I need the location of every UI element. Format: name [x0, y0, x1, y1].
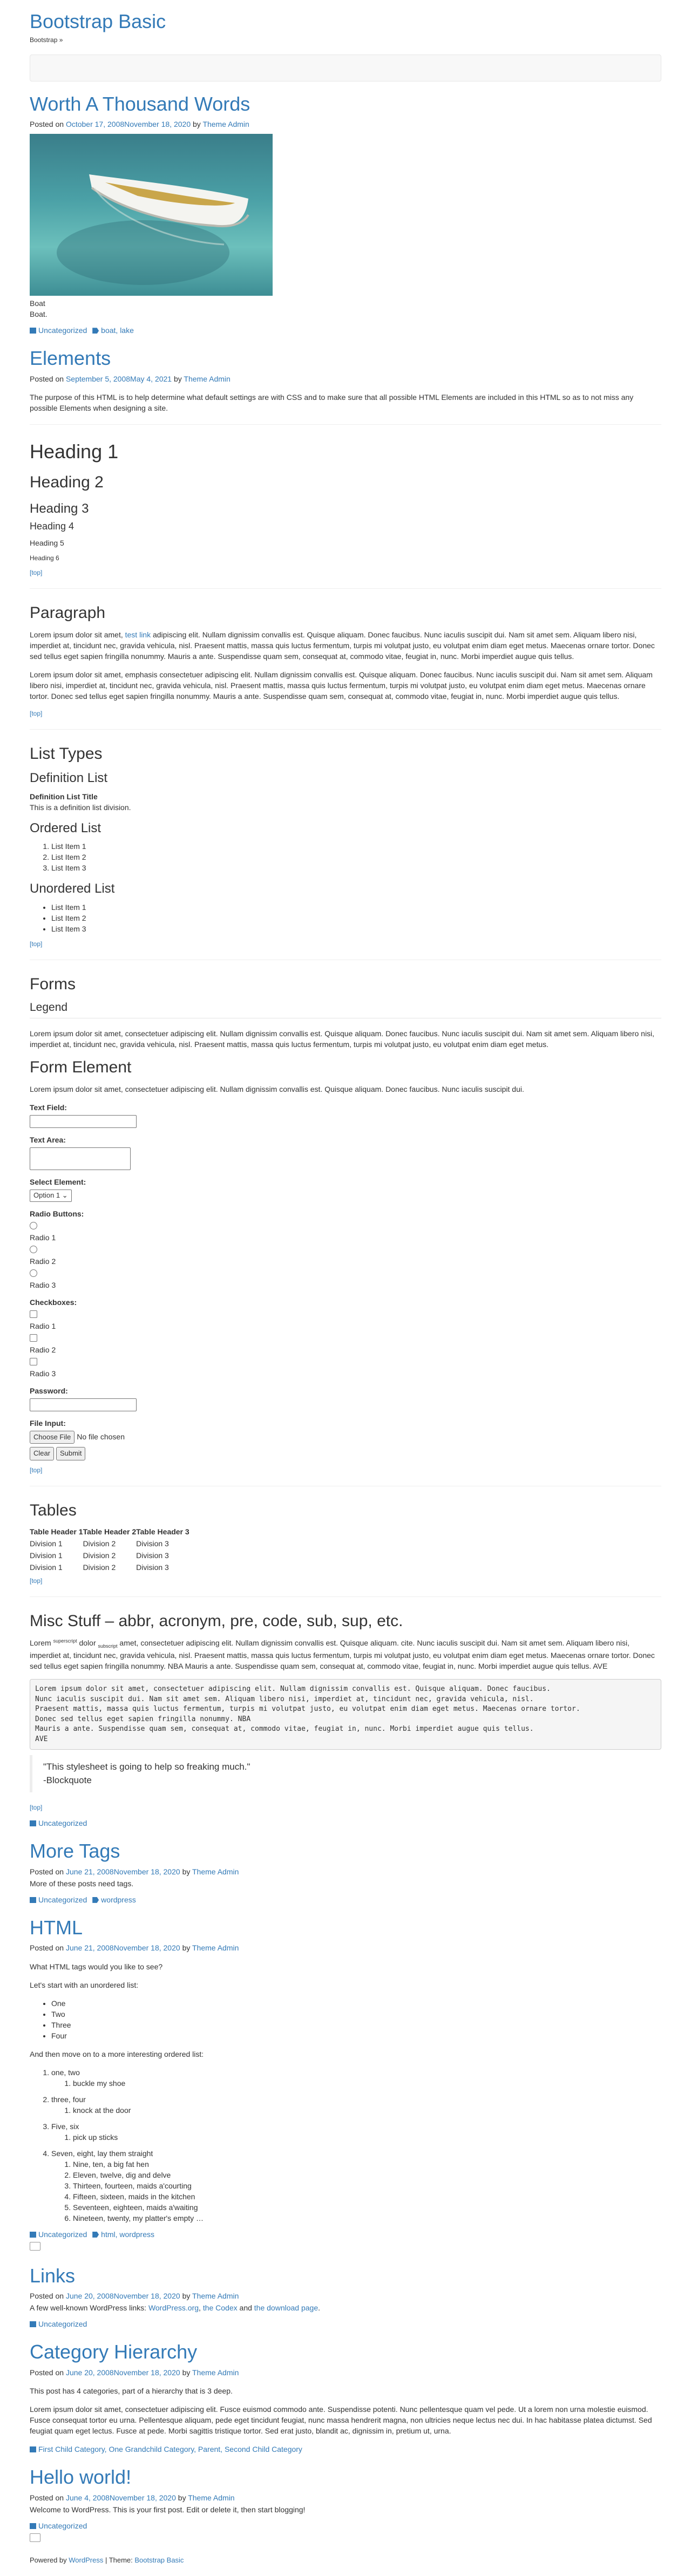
top-link[interactable]: [top] [30, 710, 43, 718]
radio-option: Radio 2 [30, 1245, 661, 1267]
clear-button[interactable]: Clear [30, 1447, 54, 1460]
intro-text: The purpose of this HTML is to help determine what default settings are with CSS and to make sure that all possible HTML Elements are included in this HTML so as to not miss any possible Elements when designing a site. [30, 393, 634, 413]
file-input-label: File Input: [30, 1418, 66, 1428]
tag-icon [92, 1897, 99, 1903]
list-item: 3. Thirteen, fourteen, maids a'courting [73, 2180, 661, 2191]
list-item: 4. Seven, eight, lay them straight 1. Nine, ten, a big fat hen 2. Eleven, twelve, dig and delve 3. Thirteen, fourteen, maids a'courting 4. Fifteen, sixteen, maids in the kitchen 5. Seventeen, eighteen, maids a'waiting 6. Nineteen, twenty, my platter's empty … [51, 2148, 661, 2224]
table-row [30, 1561, 189, 1573]
text-field-input[interactable] [30, 1115, 137, 1128]
post-meta: Posted on June 20, 2008November 18, 2020 by Theme Admin [30, 2368, 239, 2377]
paragraph-2: Lorem ipsum dolor sit amet, emphasis consectetuer adipiscing elit. Nullam dignissim convallis est. Quisque aliquam. Donec faucibus. Nunc iaculis suscipit dui. Nam sit amet sem. Aliquam libero nisi, imperdiet at, tincidunt nec, gravida vehicula, nisl. Praesent mattis, massa quis luctus fermentum, turpis mi volutpat justo, eu volutpat enim diam eget metus. Maecenas ornare tortor. Donec sed tellus eget sapien fringilla nonummy. Mauris a ante. Suspendisse quam sem, consequat at, commodo vitae, feugiat in, nunc. Morbi imperdiet augue quis tellus. [30, 670, 653, 701]
heading-2: Heading 2 [30, 473, 104, 491]
breadcrumb: Bootstrap » [30, 36, 63, 44]
author-link[interactable]: Theme Admin [192, 1867, 239, 1876]
boat-image[interactable] [30, 134, 273, 296]
unordered-list [30, 1998, 661, 2041]
list-item: 6. Nineteen, twenty, my platter's empty … [73, 2213, 661, 2224]
tags-link[interactable]: html, wordpress [101, 2230, 154, 2239]
table-header: Table Header 1 [30, 1527, 83, 1537]
checkbox-option: Radio 2 [30, 1334, 661, 1355]
image-caption: Boat [30, 299, 45, 308]
post-date-link[interactable]: June 4, 2008November 18, 2020 [65, 2493, 176, 2502]
theme-link[interactable]: Bootstrap Basic [134, 2555, 184, 2564]
post-meta: Posted on October 17, 2008November 18, 2020 by Theme Admin [30, 120, 249, 129]
definition-list [30, 791, 661, 813]
definition-title: Definition List Title [30, 792, 98, 801]
table-header: Table Header 2 [83, 1527, 137, 1537]
top-link[interactable]: [top] [30, 1466, 43, 1474]
list-item: 2. List Item 2 [51, 852, 661, 862]
folder-icon [30, 2446, 36, 2452]
table-cell: Division 2 [83, 1551, 116, 1560]
list-item: • Two [51, 2009, 661, 2020]
list-item: • One [51, 1998, 661, 2009]
post-date-link[interactable]: June 21, 2008November 18, 2020 [65, 1867, 180, 1876]
post-footer [30, 2520, 661, 2531]
tables-heading: Tables [30, 1501, 77, 1520]
table-row [30, 1538, 189, 1549]
post-footer [30, 2229, 661, 2240]
top-link[interactable]: [top] [30, 1577, 43, 1585]
password-input[interactable] [30, 1398, 137, 1411]
post-title: Category Hierarchy [30, 2341, 198, 2363]
radio-button[interactable] [30, 1246, 37, 1253]
list-item: 1. one, two 1. buckle my shoe [51, 2067, 661, 2089]
table-cell: Division 3 [136, 1539, 169, 1548]
post-elements [30, 348, 661, 1829]
site-footer: Powered by WordPress | Theme: Bootstrap Basic [30, 2555, 184, 2564]
radio-option: Radio 3 [30, 1269, 661, 1290]
list-item: 2. three, four 1. knock at the door [51, 2094, 661, 2116]
post-meta: Posted on September 5, 2008May 4, 2021 by Theme Admin [30, 375, 231, 383]
text-field-label: Text Field: [30, 1103, 67, 1112]
superscript: superscript [53, 1638, 77, 1644]
password-label: Password: [30, 1386, 68, 1395]
list-item: 5. Seventeen, eighteen, maids a'waiting [73, 2202, 661, 2213]
post-title: More Tags [30, 1840, 120, 1863]
folder-icon [30, 1897, 36, 1903]
table-header-row [30, 1526, 189, 1538]
list-item: 1. pick up sticks [73, 2132, 661, 2143]
divider [30, 1596, 661, 1597]
quote-text: "This stylesheet is going to help so freaking much." [43, 1762, 250, 1772]
checkbox-option: Radio 1 [30, 1310, 661, 1331]
quote-source: -Blockquote [43, 1775, 92, 1785]
list-item: 4. Fifteen, sixteen, maids in the kitchen [73, 2191, 661, 2202]
table-header: Table Header 3 [136, 1527, 189, 1537]
post-title: Worth A Thousand Words [30, 92, 250, 115]
list-item: 1. List Item 1 [51, 841, 661, 852]
post-footer [30, 1818, 661, 1829]
list-item: 3. Five, six 1. pick up sticks [51, 2121, 661, 2143]
file-input: Choose File No file chosen [30, 1431, 661, 1444]
heading-3: Heading 3 [30, 501, 89, 516]
radio-label: Radio Buttons: [30, 1209, 84, 1218]
post-body: Welcome to WordPress. This is your first post. Edit or delete it, then start blogging! [30, 2505, 306, 2514]
category-link[interactable]: Uncategorized [38, 1895, 87, 1904]
author-link[interactable]: Theme Admin [188, 2493, 235, 2502]
text-area-input[interactable] [30, 1147, 131, 1170]
author-link[interactable]: Theme Admin [202, 120, 249, 129]
text-area-label: Text Area: [30, 1135, 66, 1144]
boat-illustration [30, 134, 273, 296]
divider [30, 424, 661, 425]
forms-heading: Forms [30, 975, 76, 993]
codex-link[interactable]: the Codex [202, 2303, 238, 2313]
select-element[interactable]: Option 1 ⌄ [30, 1190, 72, 1202]
post-html [30, 1917, 661, 2253]
table-cell: Division 3 [136, 1551, 169, 1560]
heading-5: Heading 5 [30, 538, 64, 547]
category-link[interactable]: Uncategorized [38, 2230, 87, 2239]
post-body: More of these posts need tags. [30, 1879, 134, 1888]
post-worth-a-thousand-words [30, 93, 661, 336]
category-link[interactable]: Uncategorized [38, 2320, 87, 2329]
ordered-list-heading: Ordered List [30, 820, 101, 835]
form-element-heading: Form Element [30, 1058, 132, 1076]
table-cell: Division 1 [30, 1539, 63, 1548]
list-item: • List Item 1 [51, 902, 661, 913]
post-title: Hello world! [30, 2466, 132, 2489]
tag-icon [92, 328, 99, 334]
tags-link[interactable]: wordpress [101, 1895, 136, 1904]
wordpress-org-link[interactable]: WordPress.org [148, 2303, 199, 2313]
misc-paragraph: Lorem $^{superscript}$ dolor $_{subscript}$ amet, consectetuer adipiscing elit. Nullam dignissim convallis est. Quisque aliquam. cite. Nunc iaculis suscipit dui. Nam sit amet sem. Aliquam libero nisi, imperdiet at, tincidunt nec, gravida vehicula, nisl. Praesent mattis, massa quis luctus fermentum, turpis mi volutpat justo, eu volutpat enim diam eget metus. Maecenas ornare tortor. Donec sed tellus eget sapien fringilla nonummy. NBA Mauris a ante. Suspendisse quam sem, consequat at, commodo vitae, feugiat in, nunc. Morbi imperdiet augue quis tellus. AVE [30, 1638, 655, 1670]
heading-4: Heading 4 [30, 521, 74, 532]
author-link[interactable]: Theme Admin [192, 2292, 239, 2301]
divider [30, 729, 661, 730]
radio-option: Radio 1 [30, 1221, 661, 1243]
form-legend: Legend [30, 1000, 661, 1018]
post-hello-world [30, 2466, 661, 2545]
post-title: Elements [30, 347, 111, 370]
blockquote [30, 1755, 661, 1792]
author-link[interactable]: Theme Admin [184, 375, 231, 383]
test-link[interactable]: test link [125, 630, 151, 640]
author-link[interactable]: Theme Admin [192, 1943, 239, 1953]
post-more-tags [30, 1840, 661, 1905]
checkbox[interactable] [30, 1358, 37, 1365]
heading-6: Heading 6 [30, 554, 59, 562]
subscript: subscript [98, 1643, 118, 1649]
list-item: 3. List Item 3 [51, 862, 661, 873]
post-footer [30, 2444, 661, 2455]
checkbox[interactable] [30, 1310, 37, 1318]
wordpress-link[interactable]: WordPress [69, 2555, 104, 2564]
site-title[interactable]: Bootstrap Basic [30, 10, 166, 32]
data-table [30, 1526, 189, 1573]
category-link[interactable]: Uncategorized [38, 1819, 87, 1828]
list-item: • List Item 2 [51, 913, 661, 923]
checkbox[interactable] [30, 1334, 37, 1342]
top-link[interactable]: [top] [30, 940, 43, 948]
download-page-link[interactable]: the download page [254, 2303, 319, 2313]
post-date-link[interactable]: September 5, 2008May 4, 2021 [65, 375, 172, 383]
post-body: A few well-known WordPress links: WordPress.org, the Codex and the download page. [30, 2303, 321, 2313]
folder-icon [30, 1820, 36, 1826]
post-meta: Posted on June 20, 2008November 18, 2020 by Theme Admin [30, 2292, 239, 2301]
ordered-list [30, 2067, 661, 2224]
post-date-link[interactable]: October 17, 2008November 18, 2020 [65, 120, 191, 129]
list-item: • Three [51, 2020, 661, 2030]
definition-description: This is a definition list division. [30, 803, 131, 812]
radio-button[interactable] [30, 1222, 37, 1229]
post-meta: Posted on June 4, 2008November 18, 2020 by Theme Admin [30, 2493, 235, 2502]
submit-button[interactable]: Submit [56, 1447, 85, 1460]
table-cell: Division 2 [83, 1563, 116, 1572]
list-item: • Four [51, 2030, 661, 2041]
table-cell: Division 1 [30, 1551, 63, 1560]
tags-link[interactable]: boat, lake [101, 326, 134, 335]
paragraph-1: Lorem ipsum dolor sit amet, test link adipiscing elit. Nullam dignissim convallis est. Quisque aliquam. Donec faucibus. Nunc iaculis suscipit dui. Nam sit amet sem. Aliquam libero nisi, imperdiet at, tincidunt nec, gravida vehicula, nisl. Praesent mattis, massa quis luctus fermentum, turpis mi volutpat justo, eu volutpat enim diam eget metus. Maecenas ornare tortor. Donec sed tellus eget sapien fringilla nonummy. Mauris a ante. Suspendisse quam sem, consequat at, commodo vitae, feugiat in, nunc. Morbi imperdiet augue quis tellus. [30, 630, 655, 661]
page [30, 11, 661, 2565]
folder-icon [30, 2523, 36, 2529]
list-item: 2. Eleven, twelve, dig and delve [73, 2170, 661, 2180]
image-description: Boat. [30, 310, 48, 319]
navbar [30, 55, 661, 81]
divider [30, 588, 661, 589]
choose-file-button[interactable]: Choose File [30, 1431, 74, 1444]
heading-1: Heading 1 [30, 440, 119, 463]
table-cell: Division 1 [30, 1563, 63, 1572]
post-category-hierarchy [30, 2341, 661, 2455]
tag-icon [92, 2232, 99, 2238]
post-links [30, 2265, 661, 2330]
post-text: This post has 4 categories, part of a hierarchy that is 3 deep. [30, 2387, 233, 2396]
checkbox-option: Radio 3 [30, 1357, 661, 1379]
author-link[interactable]: Theme Admin [192, 2368, 239, 2377]
folder-icon [30, 328, 36, 334]
paragraph-heading: Paragraph [30, 604, 106, 622]
checkbox-label: Checkboxes: [30, 1297, 77, 1307]
post-text: And then move on to a more interesting ordered list: [30, 2049, 204, 2058]
category-link[interactable]: Uncategorized [38, 2521, 87, 2530]
post-text: Let's start with an unordered list: [30, 1980, 139, 1989]
table-row [30, 1549, 189, 1561]
post-meta: Posted on June 21, 2008November 18, 2020 by Theme Admin [30, 1943, 239, 1953]
category-links[interactable]: First Child Category, One Grandchild Category, Parent, Second Child Category [38, 2445, 302, 2454]
post-date-link[interactable]: June 20, 2008November 18, 2020 [65, 2368, 180, 2377]
post-title: HTML [30, 1916, 83, 1939]
list-item: 1. buckle my shoe [73, 2078, 661, 2089]
top-link[interactable]: [top] [30, 1804, 43, 1812]
list-types-heading: List Types [30, 745, 103, 763]
folder-icon [30, 2232, 36, 2238]
post-footer [30, 2319, 661, 2329]
table-cell: Division 2 [83, 1539, 116, 1548]
post-text: Lorem ipsum dolor sit amet, consectetuer adipiscing elit. Fusce euismod commodo ante. Suspendisse potenti. Nunc pellentesque quam vel pede. Ut a lorem non urna molestie euismod. Fusce consequat tortor eu urna. Pellentesque aliquam, pede eget tincidunt feugiat, nunc massa hendrerit magna, non ultricies neque lectus nec dui. In hac habitasse platea dictumst. Sed feugiat quam eget lectus. Fusce at pede. Morbi sagittis tristique tortor. Sed erat justo, blandit ac, dignissim in, pretium ut, urna. [30, 2405, 652, 2436]
comment-icon[interactable] [30, 2533, 40, 2542]
form-buttons [30, 1447, 661, 1460]
form-element-text: Lorem ipsum dolor sit amet, consectetuer adipiscing elit. Nullam dignissim convallis est. Quisque aliquam. Donec faucibus. Nunc iaculis suscipit dui. [30, 1084, 524, 1093]
top-link[interactable]: [top] [30, 569, 43, 576]
category-link[interactable]: Uncategorized [38, 326, 87, 335]
post-footer [30, 325, 661, 336]
preformatted-text: Lorem ipsum dolor sit amet, consectetuer adipiscing elit. Nullam dignissim convallis est. Quisque aliquam. Donec faucibus. Nunc iaculis suscipit dui. Nam sit amet sem. Aliquam libero nisi, imperdiet at, tincidunt nec, gravida vehicula, nisl. Praesent mattis, massa quis luctus fermentum, turpis mi volutpat justo, eu volutpat enim diam eget metus. Maecenas ornare tortor. Donec sed tellus eget sapien fringilla nonummy. NBA Mauris a ante. Suspendisse quam sem, consequat at, commodo vitae, feugiat in, nunc. Morbi imperdiet augue quis tellus. AVE [30, 1679, 661, 1750]
unordered-list [30, 902, 661, 934]
ordered-list [30, 841, 661, 873]
table-cell: Division 3 [136, 1563, 169, 1572]
definition-list-heading: Definition List [30, 771, 108, 786]
list-item: 1. Nine, ten, a big fat hen [73, 2159, 661, 2170]
post-title: Links [30, 2264, 76, 2287]
post-meta: Posted on June 21, 2008November 18, 2020 by Theme Admin [30, 1867, 239, 1876]
folder-icon [30, 2321, 36, 2327]
post-question: What HTML tags would you like to see? [30, 1962, 163, 1971]
post-date-link[interactable]: June 20, 2008November 18, 2020 [65, 2292, 180, 2301]
comment-icon[interactable] [30, 2242, 40, 2251]
radio-button[interactable] [30, 1269, 37, 1277]
misc-heading: Misc Stuff – abbr, acronym, pre, code, sub, sup, etc. [30, 1612, 403, 1630]
chevron-down-icon: ⌄ [62, 1191, 68, 1199]
list-item: 1. knock at the door [73, 2105, 661, 2116]
list-item: • List Item 3 [51, 923, 661, 934]
post-footer [30, 1894, 661, 1905]
unordered-list-heading: Unordered List [30, 881, 115, 896]
select-label: Select Element: [30, 1177, 86, 1186]
forms-text: Lorem ipsum dolor sit amet, consectetuer adipiscing elit. Nullam dignissim convallis est. Quisque aliquam. Donec faucibus. Nunc iaculis suscipit dui. Nam sit amet sem. Aliquam libero nisi, imperdiet at, tincidunt nec, gravida vehicula, nisl. Praesent mattis, massa quis luctus fermentum, turpis mi volutpat justo, eu volutpat enim diam eget metus. [30, 1029, 655, 1049]
post-date-link[interactable]: June 21, 2008November 18, 2020 [65, 1943, 180, 1953]
